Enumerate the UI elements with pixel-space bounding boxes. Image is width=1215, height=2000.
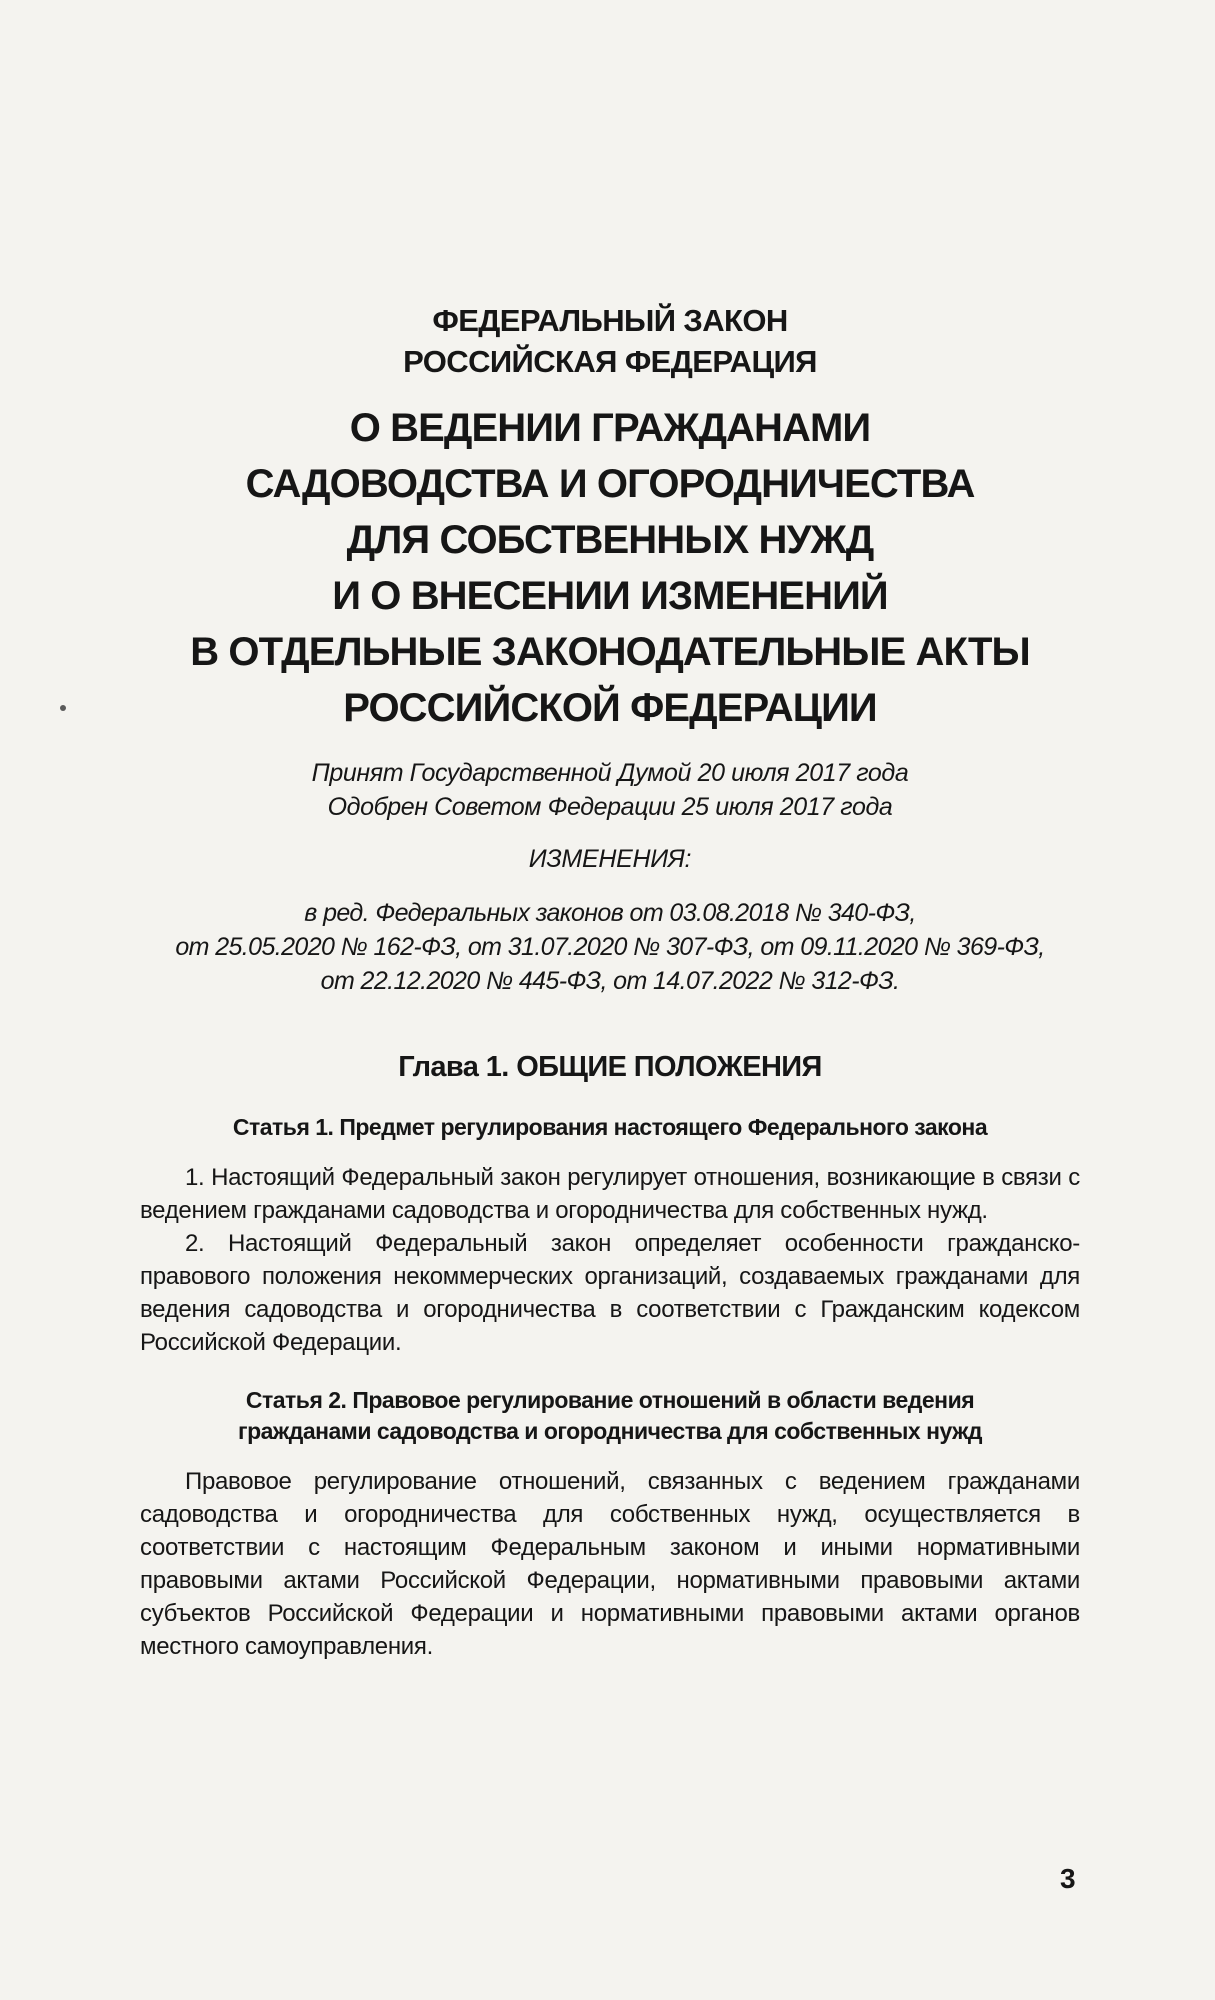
law-title [140, 400, 1080, 736]
amendment-line: от 25.05.2020 № 162-ФЗ, от 31.07.2020 № 307-ФЗ, от 09.11.2020 № 369-ФЗ, [175, 933, 1045, 961]
changes-label: ИЗМЕНЕНИЯ: [528, 845, 692, 873]
law-title-line: РОССИЙСКОЙ ФЕДЕРАЦИИ [343, 686, 877, 730]
article-2-body [140, 1465, 1080, 1663]
article-2-heading-line-1: Статья 2. Правовое регулирование отношений в области ведения [245, 1387, 975, 1413]
chapter-title: Глава 1. ОБЩИЕ ПОЛОЖЕНИЯ [398, 1051, 822, 1083]
article-2-paragraph-1: Правовое регулирование отношений, связанных с ведением гражданами садоводства и огородничества для собственных нужд, осуществляется в соответствии с настоящим Федеральным законом и иными нормативными правовыми актами Российской Федерации, нормативными правовыми актами субъектов Российской Федерации и нормативными правовыми актами органов местного самоуправления. [140, 1468, 1080, 1660]
law-title-line: О ВЕДЕНИИ ГРАЖДАНАМИ [349, 406, 871, 450]
scan-speck [60, 705, 66, 711]
article-1-paragraph-2: 2. Настоящий Федеральный закон определяет особенности гражданско-правового положения некоммерческих организаций, создаваемых гражданами для ведения садоводства и огородничества в соответствии с Гражданским кодексом Российской Федерации. [140, 1230, 1080, 1356]
page-number: 3 [1060, 1863, 1076, 1894]
article-2-heading [140, 1385, 1080, 1447]
amendment-line: от 22.12.2020 № 445-ФЗ, от 14.07.2022 № 312-ФЗ. [320, 967, 900, 995]
article-1-paragraph-1: 1. Настоящий Федеральный закон регулирует отношения, возникающие в связи с ведением гражданами садоводства и огородничества для собственных нужд. [140, 1164, 1080, 1224]
law-title-line: И О ВНЕСЕНИИ ИЗМЕНЕНИЙ [332, 574, 888, 618]
amendments-list [140, 896, 1080, 998]
adoption-info [140, 756, 1080, 824]
amendment-line: в ред. Федеральных законов от 03.08.2018 № 340-ФЗ, [304, 899, 916, 927]
law-title-line: В ОТДЕЛЬНЫЕ ЗАКОНОДАТЕЛЬНЫЕ АКТЫ [190, 630, 1030, 674]
law-title-line: САДОВОДСТВА И ОГОРОДНИЧЕСТВА [245, 462, 975, 506]
article-1-body [140, 1161, 1080, 1359]
law-type-line-1: ФЕДЕРАЛЬНЫЙ ЗАКОН [432, 303, 788, 338]
law-title-line: ДЛЯ СОБСТВЕННЫХ НУЖД [346, 518, 874, 562]
document-content [140, 300, 1080, 1663]
article-1-heading: Статья 1. Предмет регулирования настоящего Федерального закона [232, 1114, 988, 1140]
adoption-council: Одобрен Советом Федерации 25 июля 2017 года [327, 793, 893, 821]
law-header [140, 300, 1080, 382]
law-type-line-2: РОССИЙСКАЯ ФЕДЕРАЦИЯ [403, 344, 817, 379]
adoption-duma: Принят Государственной Думой 20 июля 2017 года [311, 759, 909, 787]
article-2-heading-line-2: гражданами садоводства и огородничества для собственных нужд [238, 1418, 982, 1444]
